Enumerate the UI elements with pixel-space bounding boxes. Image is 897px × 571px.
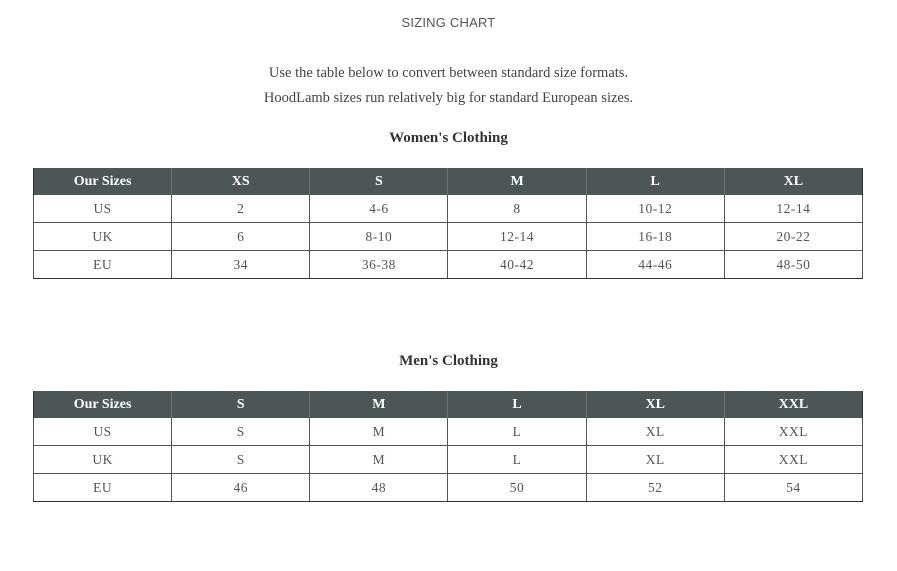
column-header: Our Sizes [34,168,172,195]
table-cell: XL [586,446,724,474]
mens-section-title: Men's Clothing [399,353,498,369]
table-cell: 40-42 [448,251,586,279]
table-cell: XXL [724,418,862,446]
row-label: US [34,418,172,446]
table-cell: 4-6 [310,195,448,223]
table-cell: 8 [448,195,586,223]
table-cell: M [310,446,448,474]
table-row [34,418,863,446]
table-cell: M [310,418,448,446]
row-label: EU [34,251,172,279]
table-cell: 44-46 [586,251,724,279]
table-cell: S [172,418,310,446]
table-cell: 34 [172,251,310,279]
womens-section-title: Women's Clothing [389,130,508,146]
table-cell: 46 [172,474,310,502]
page-title: SIZING CHART [401,15,496,30]
table-cell: 2 [172,195,310,223]
table-cell: 12-14 [448,223,586,251]
mens-size-table [33,391,863,502]
table-cell: 50 [448,474,586,502]
table-cell: 48-50 [724,251,862,279]
column-header: XS [172,168,310,195]
column-header: S [310,168,448,195]
table-row [34,195,863,223]
row-label: EU [34,474,172,502]
column-header: S [172,391,310,418]
column-header: L [448,391,586,418]
table-cell: 16-18 [586,223,724,251]
table-row [34,446,863,474]
table-cell: XXL [724,446,862,474]
table-header-row [34,168,863,195]
row-label: UK [34,223,172,251]
womens-size-table [33,168,863,279]
table-cell: 20-22 [724,223,862,251]
column-header: L [586,168,724,195]
table-row [34,251,863,279]
table-cell: 12-14 [724,195,862,223]
table-cell: S [172,446,310,474]
row-label: UK [34,446,172,474]
column-header: Our Sizes [34,391,172,418]
table-row [34,474,863,502]
table-cell: 36-38 [310,251,448,279]
table-cell: 52 [586,474,724,502]
column-header: M [310,391,448,418]
intro-line-1: Use the table below to convert between standard size formats. [268,65,629,81]
column-header: XL [586,391,724,418]
table-cell: 10-12 [586,195,724,223]
row-label: US [34,195,172,223]
intro-line-2: HoodLamb sizes run relatively big for standard European sizes. [263,90,634,106]
table-cell: L [448,418,586,446]
table-cell: L [448,446,586,474]
column-header: XL [724,168,862,195]
table-cell: 48 [310,474,448,502]
table-row [34,223,863,251]
column-header: M [448,168,586,195]
column-header: XXL [724,391,862,418]
table-cell: 6 [172,223,310,251]
table-header-row [34,391,863,418]
table-cell: 54 [724,474,862,502]
table-cell: 8-10 [310,223,448,251]
table-cell: XL [586,418,724,446]
